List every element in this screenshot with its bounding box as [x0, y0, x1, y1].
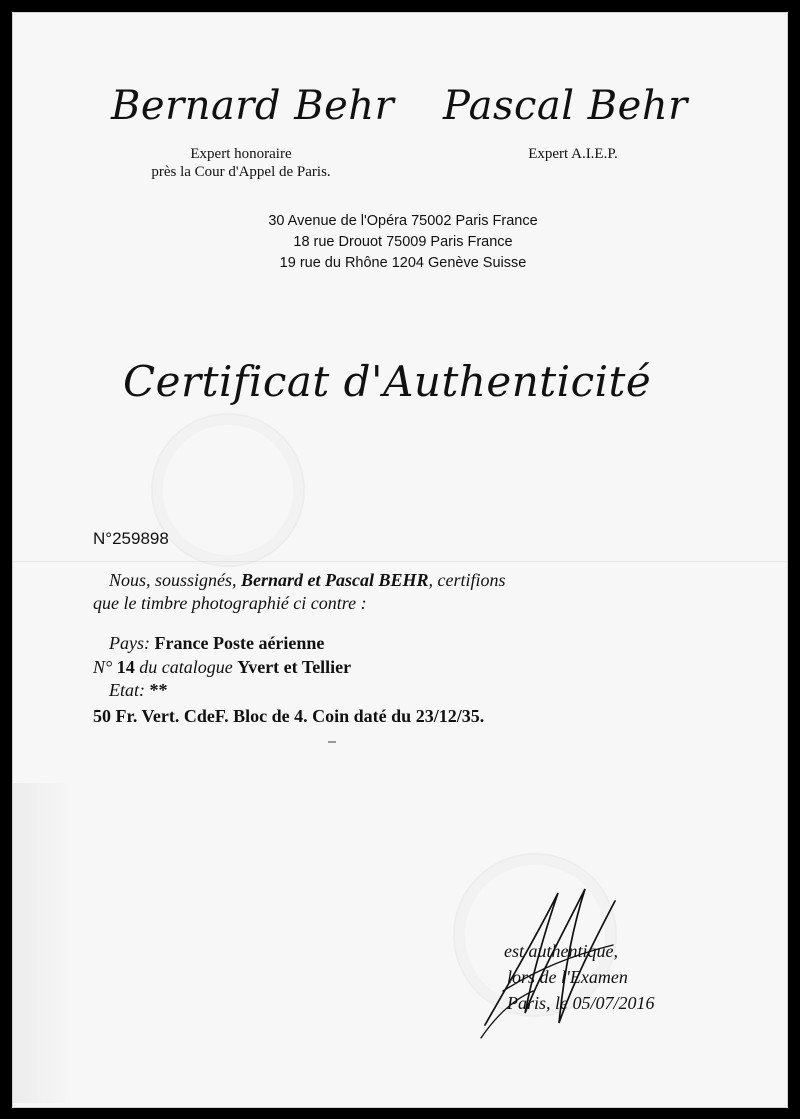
certificate-number: N°259898 [93, 529, 169, 548]
condition-line [109, 680, 168, 701]
catalogue-label: du catalogue [139, 657, 233, 677]
embossed-seal-top [151, 413, 305, 567]
catalogue-value: Yvert et Tellier [237, 657, 352, 677]
condition-label: Etat: [109, 680, 145, 700]
condition-value: ** [149, 680, 168, 700]
statement-certify: , certifions [428, 570, 506, 590]
catalogue-line [93, 657, 351, 678]
bernard-behr-signature-title: Bernard Behr [111, 83, 395, 129]
certificate-title: Certificat d'Authenticité [123, 357, 652, 406]
address-line-2: 18 rue Drouot 75009 Paris France [293, 234, 513, 250]
country-value: France Poste aérienne [154, 633, 325, 653]
closing-line-3: Paris, le 05/07/2016 [507, 993, 655, 1013]
left-expert-subtitle [121, 145, 361, 181]
country-label: Pays: [109, 633, 150, 653]
right-expert-subtitle: Expert A.I.E.P. [528, 146, 618, 162]
handwritten-signature [463, 873, 643, 1053]
left-subtitle-line-1: Expert honoraire [190, 146, 292, 162]
address-block [203, 211, 603, 274]
statement-signers: Bernard et Pascal BEHR [241, 570, 429, 590]
paper-fold [13, 561, 787, 563]
closing-line-2: lors de l'Examen [507, 967, 628, 987]
statement-line-2: que le timbre photographié ci contre : [93, 593, 367, 613]
pascal-behr-signature-title: Pascal Behr [443, 83, 688, 129]
ink-dot [328, 741, 336, 743]
stamp-description: 50 Fr. Vert. CdeF. Bloc de 4. Coin daté du 23/12/35. [93, 706, 485, 726]
statement-intro: Nous, soussignés, [109, 570, 237, 590]
country-line [109, 633, 324, 654]
closing-line-1: est authentique, [504, 941, 618, 961]
paper-shadow [13, 783, 73, 1103]
certificate-sheet [12, 12, 788, 1108]
number-label: N° [93, 657, 113, 677]
address-line-3: 19 rue du Rhône 1204 Genève Suisse [279, 255, 527, 271]
statement-line-1 [109, 570, 506, 591]
left-subtitle-line-2: près la Cour d'Appel de Paris. [151, 164, 331, 180]
number-value: 14 [116, 657, 135, 677]
address-line-1: 30 Avenue de l'Opéra 75002 Paris France [268, 213, 538, 229]
